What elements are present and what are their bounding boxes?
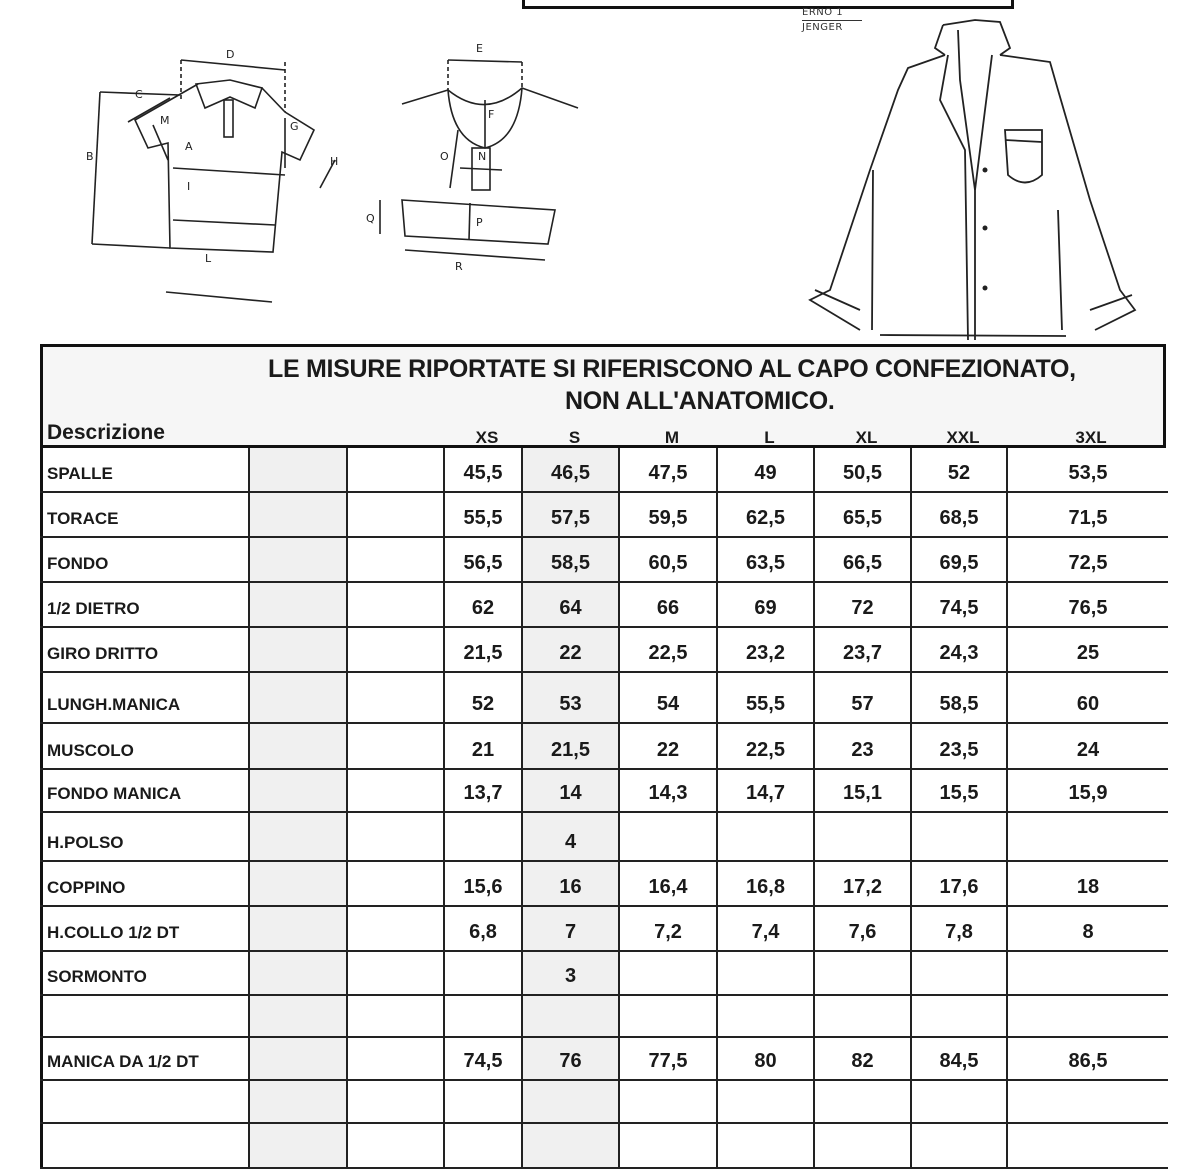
blank-cell — [250, 493, 348, 536]
blank-cell — [250, 813, 348, 860]
value-cell-s — [523, 1124, 620, 1167]
value-cell-xl: 66,5 — [815, 538, 912, 581]
table-row — [40, 628, 1168, 673]
value-cell-m — [620, 952, 718, 994]
blank-cell — [250, 628, 348, 671]
table-row — [40, 493, 1168, 538]
blank-cell — [250, 907, 348, 950]
value-cell-m: 59,5 — [620, 493, 718, 536]
value-cell-xl — [815, 1081, 912, 1122]
value-cell-3xl: 24 — [1076, 739, 1100, 761]
value-cell-s: 64 — [523, 583, 620, 626]
value-cell-3xl: 72,5 — [1068, 552, 1108, 574]
value-cell-xl: 15,1 — [815, 770, 912, 811]
value-cell-xs — [445, 1081, 523, 1122]
value-cell-xs — [445, 813, 523, 860]
value-cell-s: 57,5 — [523, 493, 620, 536]
value-cell-3xl: 53,5 — [1068, 462, 1108, 484]
value-cell-xxl: 24,3 — [912, 628, 1008, 671]
table-row — [40, 448, 1168, 493]
row-label: FONDO MANICA — [40, 770, 250, 811]
value-cell-l: 63,5 — [718, 538, 815, 581]
polo-labels — [86, 48, 338, 265]
blank-cell — [250, 862, 348, 905]
value-cell-xxl: 7,8 — [912, 907, 1008, 950]
row-label: COPPINO — [40, 862, 250, 905]
value-cell-xxl: 84,5 — [912, 1038, 1008, 1079]
value-cell-m — [620, 1081, 718, 1122]
value-cell-3xl — [1008, 813, 1168, 860]
table-row — [40, 1038, 1168, 1081]
value-cell-xxl — [912, 996, 1008, 1036]
value-cell-s: 4 — [523, 813, 620, 860]
size-header-xs: XS — [475, 428, 499, 447]
row-label: H.POLSO — [40, 813, 250, 860]
svg-text:E: E — [476, 42, 483, 55]
value-cell-xxl — [912, 813, 1008, 860]
svg-text:L: L — [205, 252, 212, 265]
value-cell-3xl: 76,5 — [1068, 597, 1108, 619]
blank-cell — [250, 538, 348, 581]
value-cell-3xl: 8 — [1082, 921, 1094, 943]
value-cell-m: 54 — [620, 673, 718, 722]
blank-cell — [250, 1038, 348, 1079]
size-header-l: L — [764, 428, 775, 447]
value-cell-s: 76 — [523, 1038, 620, 1079]
table-row — [40, 862, 1168, 907]
jacket-buttons — [983, 168, 988, 291]
table-row — [40, 907, 1168, 952]
svg-text:F: F — [488, 108, 495, 121]
value-cell-xs: 21 — [445, 724, 523, 768]
value-cell-3xl: 86,5 — [1068, 1050, 1108, 1072]
value-cell-m — [620, 813, 718, 860]
size-header-xxl: XXL — [946, 428, 980, 447]
value-cell-s: 22 — [523, 628, 620, 671]
value-cell-xxl: 58,5 — [912, 673, 1008, 722]
table-row — [40, 813, 1168, 862]
table-row — [40, 583, 1168, 628]
blank-cell — [348, 538, 445, 581]
value-cell-3xl — [1008, 1124, 1168, 1167]
value-cell-l: 16,8 — [718, 862, 815, 905]
row-label: 1/2 DIETRO — [40, 583, 250, 626]
value-cell-m: 7,2 — [620, 907, 718, 950]
size-header-m: M — [664, 428, 680, 447]
size-chart-header — [40, 344, 1166, 448]
value-cell-l: 55,5 — [718, 673, 815, 722]
handwritten-note: ERNO 1 JENGER — [802, 6, 862, 35]
table-row — [40, 724, 1168, 770]
blank-cell — [348, 1081, 445, 1122]
description-column-header: Descrizione — [47, 421, 165, 444]
technical-drawings — [0, 0, 1190, 340]
value-cell-3xl: 25 — [1076, 642, 1100, 664]
value-cell-xxl: 52 — [912, 448, 1008, 491]
value-cell-xxl: 15,5 — [912, 770, 1008, 811]
value-cell-xs: 74,5 — [445, 1038, 523, 1079]
value-cell-3xl: 60 — [1076, 693, 1100, 715]
value-cell-s: 7 — [523, 907, 620, 950]
blank-cell — [250, 448, 348, 491]
blank-cell — [348, 862, 445, 905]
value-cell-xs: 21,5 — [445, 628, 523, 671]
size-header-s: S — [568, 428, 581, 447]
svg-text:O: O — [440, 150, 449, 163]
svg-text:H: H — [330, 155, 339, 168]
table-title-line1: LE MISURE RIPORTATE SI RIFERISCONO AL CAPO CONFEZIONATO, — [268, 355, 1076, 383]
table-row — [40, 952, 1168, 996]
row-label — [40, 996, 250, 1036]
value-cell-l — [718, 1124, 815, 1167]
row-label: MUSCOLO — [40, 724, 250, 768]
value-cell-xl: 23,7 — [815, 628, 912, 671]
value-cell-3xl: 71,5 — [1068, 507, 1108, 529]
value-cell-l: 7,4 — [718, 907, 815, 950]
blank-cell — [250, 724, 348, 768]
table-title-line2: NON ALL'ANATOMICO. — [565, 387, 835, 415]
table-row — [40, 770, 1168, 813]
blank-cell — [348, 583, 445, 626]
row-label: TORACE — [40, 493, 250, 536]
blank-cell — [250, 952, 348, 994]
row-label: LUNGH.MANICA — [40, 673, 250, 722]
value-cell-xs: 45,5 — [445, 448, 523, 491]
value-cell-s: 46,5 — [523, 448, 620, 491]
value-cell-xs: 13,7 — [445, 770, 523, 811]
value-cell-l — [718, 813, 815, 860]
collar-labels — [366, 42, 494, 273]
polo-shirt-diagram — [92, 60, 335, 302]
row-label: SORMONTO — [40, 952, 250, 994]
value-cell-xs: 55,5 — [445, 493, 523, 536]
blank-cell — [250, 1124, 348, 1167]
value-cell-s: 14 — [523, 770, 620, 811]
value-cell-m: 47,5 — [620, 448, 718, 491]
table-row — [40, 538, 1168, 583]
value-cell-xl: 17,2 — [815, 862, 912, 905]
blank-cell — [250, 673, 348, 722]
svg-text:A: A — [185, 140, 193, 153]
blank-cell — [250, 583, 348, 626]
svg-text:C: C — [135, 88, 143, 101]
value-cell-xs: 62 — [445, 583, 523, 626]
value-cell-m: 60,5 — [620, 538, 718, 581]
svg-text:I: I — [187, 180, 191, 193]
blank-cell — [250, 1081, 348, 1122]
blank-cell — [348, 628, 445, 671]
svg-text:M: M — [160, 114, 170, 127]
svg-text:D: D — [226, 48, 235, 61]
svg-text:N: N — [478, 150, 487, 163]
value-cell-s: 58,5 — [523, 538, 620, 581]
size-header-xl: XL — [855, 428, 878, 447]
row-label: FONDO — [40, 538, 250, 581]
value-cell-xs: 52 — [445, 673, 523, 722]
value-cell-m — [620, 996, 718, 1036]
value-cell-xl: 72 — [815, 583, 912, 626]
value-cell-s: 21,5 — [523, 724, 620, 768]
value-cell-xxl: 17,6 — [912, 862, 1008, 905]
value-cell-m: 77,5 — [620, 1038, 718, 1079]
value-cell-xl — [815, 813, 912, 860]
value-cell-xl: 65,5 — [815, 493, 912, 536]
value-cell-xl — [815, 996, 912, 1036]
value-cell-xl: 7,6 — [815, 907, 912, 950]
blank-cell — [348, 770, 445, 811]
value-cell-xxl: 23,5 — [912, 724, 1008, 768]
garment-sketches — [0, 0, 1190, 340]
value-cell-xl: 23 — [815, 724, 912, 768]
value-cell-xl — [815, 952, 912, 994]
value-cell-m: 22 — [620, 724, 718, 768]
value-cell-m: 14,3 — [620, 770, 718, 811]
table-row — [40, 996, 1168, 1038]
svg-text:Q: Q — [366, 212, 375, 225]
value-cell-l — [718, 1081, 815, 1122]
blank-cell — [348, 996, 445, 1036]
value-cell-l: 62,5 — [718, 493, 815, 536]
blank-cell — [250, 770, 348, 811]
value-cell-m: 22,5 — [620, 628, 718, 671]
row-label — [40, 1081, 250, 1122]
row-label: GIRO DRITTO — [40, 628, 250, 671]
value-cell-l: 23,2 — [718, 628, 815, 671]
blank-cell — [348, 493, 445, 536]
value-cell-s — [523, 996, 620, 1036]
value-cell-xxl — [912, 1081, 1008, 1122]
value-cell-l: 14,7 — [718, 770, 815, 811]
blank-cell — [348, 448, 445, 491]
jacket-sketch — [810, 20, 1135, 340]
value-cell-xl: 82 — [815, 1038, 912, 1079]
value-cell-l — [718, 996, 815, 1036]
value-cell-xxl — [912, 952, 1008, 994]
value-cell-l: 80 — [718, 1038, 815, 1079]
row-label: H.COLLO 1/2 DT — [40, 907, 250, 950]
svg-text:G: G — [290, 120, 299, 133]
value-cell-xxl — [912, 1124, 1008, 1167]
blank-cell — [348, 673, 445, 722]
value-cell-xxl: 68,5 — [912, 493, 1008, 536]
value-cell-m: 16,4 — [620, 862, 718, 905]
table-row — [40, 673, 1168, 724]
value-cell-3xl — [1008, 996, 1168, 1036]
value-cell-l: 22,5 — [718, 724, 815, 768]
blank-cell — [348, 1038, 445, 1079]
blank-cell — [348, 1124, 445, 1167]
value-cell-s: 3 — [523, 952, 620, 994]
row-label — [40, 1124, 250, 1167]
value-cell-3xl — [1008, 952, 1168, 994]
value-cell-3xl: 15,9 — [1068, 782, 1108, 804]
blank-cell — [348, 907, 445, 950]
value-cell-s: 53 — [523, 673, 620, 722]
value-cell-s: 16 — [523, 862, 620, 905]
blank-cell — [348, 724, 445, 768]
value-cell-xs: 56,5 — [445, 538, 523, 581]
value-cell-3xl: 18 — [1076, 876, 1100, 898]
top-frame-box — [522, 0, 1014, 9]
blank-cell — [250, 996, 348, 1036]
svg-text:P: P — [476, 216, 483, 229]
svg-text:R: R — [455, 260, 463, 273]
value-cell-xl: 50,5 — [815, 448, 912, 491]
svg-text:B: B — [86, 150, 94, 163]
value-cell-3xl — [1008, 1081, 1168, 1122]
row-label: SPALLE — [40, 448, 250, 491]
value-cell-xxl: 74,5 — [912, 583, 1008, 626]
value-cell-xl: 57 — [815, 673, 912, 722]
value-cell-xl — [815, 1124, 912, 1167]
value-cell-l: 49 — [718, 448, 815, 491]
table-row — [40, 1124, 1168, 1169]
blank-cell — [348, 952, 445, 994]
table-row — [40, 1081, 1168, 1124]
value-cell-m — [620, 1124, 718, 1167]
value-cell-s — [523, 1081, 620, 1122]
value-cell-xxl: 69,5 — [912, 538, 1008, 581]
value-cell-xs: 6,8 — [445, 907, 523, 950]
value-cell-xs — [445, 1124, 523, 1167]
value-cell-xs: 15,6 — [445, 862, 523, 905]
value-cell-xs — [445, 996, 523, 1036]
value-cell-l — [718, 952, 815, 994]
blank-cell — [348, 813, 445, 860]
value-cell-l: 69 — [718, 583, 815, 626]
value-cell-m: 66 — [620, 583, 718, 626]
size-header-3xl: 3XL — [1075, 428, 1107, 447]
value-cell-xs — [445, 952, 523, 994]
row-label: MANICA DA 1/2 DT — [40, 1038, 250, 1079]
